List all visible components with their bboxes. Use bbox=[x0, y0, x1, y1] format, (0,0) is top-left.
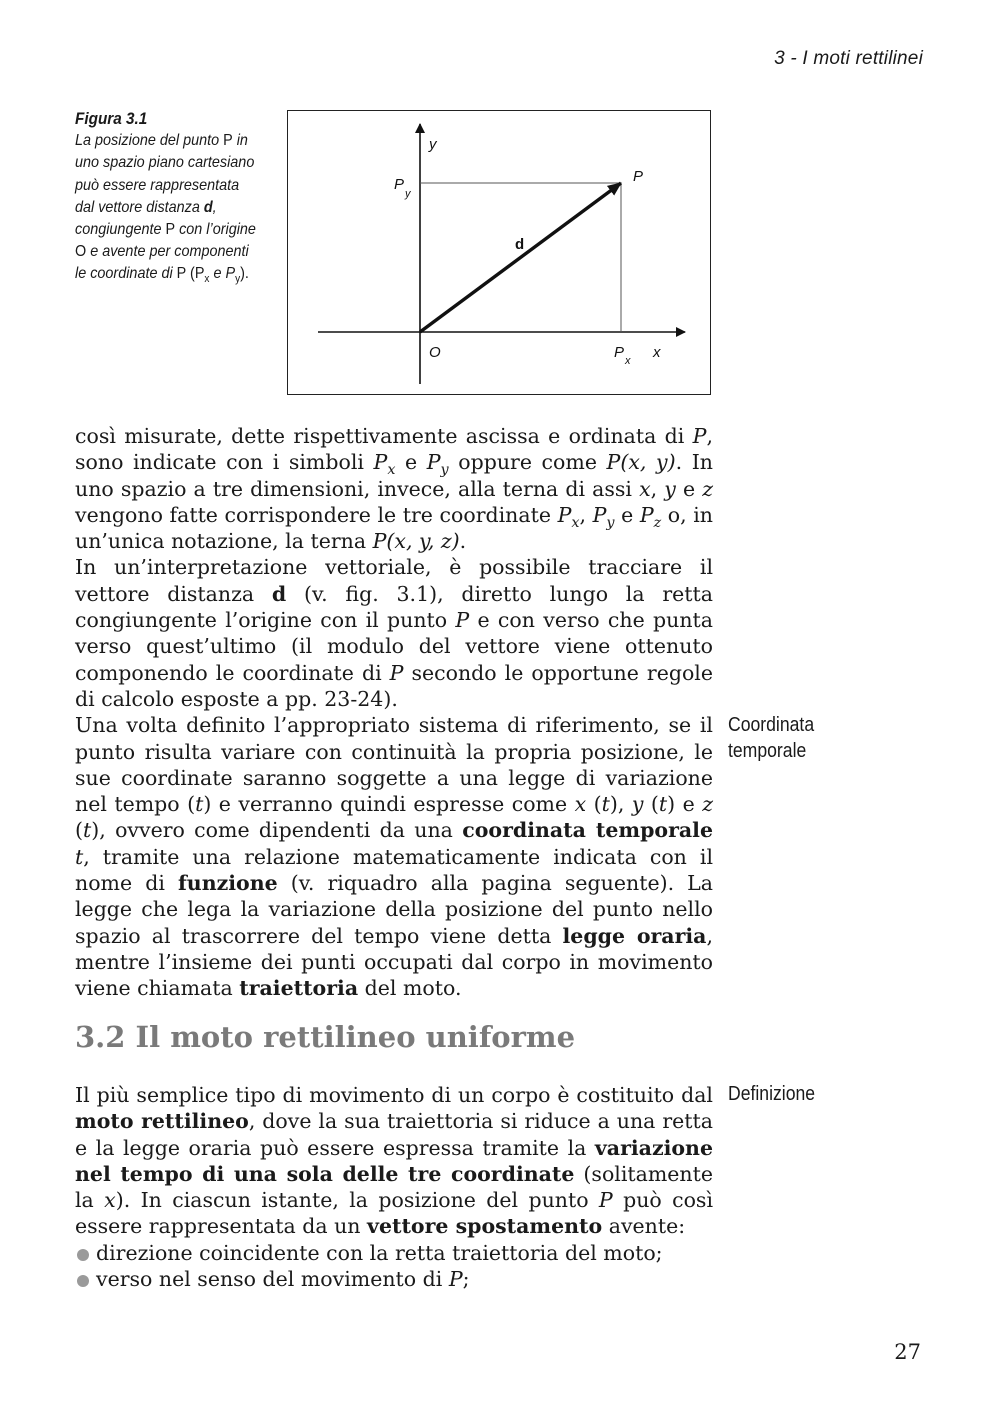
text-run: e bbox=[614, 502, 640, 527]
text-run: t bbox=[658, 792, 668, 817]
text-run: coordinata temporale bbox=[462, 818, 713, 843]
text-run: direzione coincidente con la retta traiettoria del moto; bbox=[96, 1240, 663, 1265]
text-run: , sono indicate con i simboli bbox=[75, 424, 713, 475]
text-run: ) e verranno quindi espresse come bbox=[203, 792, 575, 817]
text-run: oppure come bbox=[448, 450, 607, 475]
text-run: legge oraria bbox=[562, 923, 707, 948]
text-run: (v. riquadro alla pagina seguente). La legge che lega la variazione della posizione del punto nello spazio al trascorrere del tempo viene detta bbox=[75, 871, 714, 948]
text-run: P bbox=[426, 450, 441, 475]
text-run: , bbox=[650, 476, 665, 501]
text-run: t bbox=[195, 792, 204, 817]
figure-3-1 bbox=[287, 110, 711, 395]
text-run: . bbox=[459, 529, 467, 554]
text-run: P(x, y, z) bbox=[372, 529, 460, 554]
text-run: t bbox=[83, 818, 92, 843]
paragraph-definition bbox=[75, 1082, 713, 1240]
y-axis-label: y bbox=[429, 136, 437, 153]
py-label: P bbox=[394, 176, 405, 193]
text-run: y bbox=[440, 462, 449, 479]
bullet-list bbox=[75, 1240, 713, 1293]
text-run: o, in un’unica notazione, la terna bbox=[75, 502, 713, 554]
origin-label: O bbox=[429, 344, 441, 361]
vector-d-label: d bbox=[515, 236, 525, 253]
text-run: avente: bbox=[602, 1214, 686, 1239]
margin-note-line: Coordinata bbox=[728, 714, 815, 736]
page-number: 27 bbox=[894, 1340, 921, 1364]
text-run: y bbox=[631, 792, 644, 817]
text-run: x bbox=[571, 514, 580, 531]
text-run: così misurate, dette rispettivamente ascissa e ordinata di bbox=[75, 424, 693, 448]
text-run: P bbox=[455, 608, 470, 633]
text-run: ( bbox=[643, 792, 659, 817]
text-run: variazione nel tempo di una sola delle tre coordinate bbox=[75, 1135, 713, 1186]
text-run: P bbox=[389, 660, 404, 685]
text-run: ( bbox=[75, 818, 83, 843]
bullet-dot-icon bbox=[77, 1275, 89, 1287]
text-run: ). In ciascun istante, la posizione del punto bbox=[115, 1188, 599, 1213]
text-run: , tramite una relazione matematicamente indicata con il nome di bbox=[75, 844, 713, 896]
py-label-sub: y bbox=[405, 188, 411, 200]
caption-text: P bbox=[165, 221, 176, 239]
caption-text: (P bbox=[186, 265, 205, 283]
text-run: verso nel senso del movimento di bbox=[96, 1267, 449, 1292]
body-text-lower bbox=[75, 1082, 713, 1292]
text-run: , bbox=[579, 502, 593, 527]
point-p-label: P bbox=[633, 168, 644, 185]
text-run: x bbox=[639, 476, 651, 501]
text-run: x bbox=[104, 1188, 116, 1213]
text-run: y bbox=[664, 476, 676, 501]
text-run: (v. fig. 3.1), diretto lungo la retta congiungente l’origine con il punto bbox=[75, 581, 713, 633]
text-run: e bbox=[675, 476, 703, 501]
text-run: traiettoria bbox=[239, 976, 359, 1001]
margin-note-definizione: Definizione bbox=[728, 1083, 816, 1105]
text-run: moto rettilineo bbox=[75, 1109, 249, 1134]
text-run: x bbox=[574, 792, 587, 817]
section-heading: 3.2 Il moto rettilineo uniforme bbox=[75, 1020, 576, 1054]
text-run: t bbox=[601, 792, 610, 817]
text-run: P bbox=[448, 1267, 463, 1292]
text-run: z bbox=[702, 792, 714, 817]
text-run: (solitamente la bbox=[75, 1161, 713, 1213]
text-run: secondo le opportune regole di calcolo esposte a pp. 23-24). bbox=[75, 660, 713, 711]
text-run: ; bbox=[462, 1267, 470, 1292]
text-run: funzione bbox=[177, 871, 278, 896]
text-run: . In uno spazio a tre dimensioni, invece, alla terna di assi bbox=[75, 450, 713, 501]
paragraph-coordinates bbox=[75, 423, 713, 554]
text-run: e bbox=[395, 450, 427, 475]
text-run: y bbox=[606, 514, 615, 531]
px-label-sub: x bbox=[625, 355, 631, 367]
text-run: P bbox=[598, 1188, 613, 1213]
text-run: ) e bbox=[667, 792, 703, 817]
cartesian-diagram bbox=[288, 111, 712, 396]
figure-caption bbox=[75, 108, 260, 286]
text-run: , dove la sua traiettoria si riduce a una retta e la legge oraria può essere espressa tramite la bbox=[75, 1109, 713, 1160]
margin-note-coordinata-temporale bbox=[728, 712, 814, 764]
caption-text: P bbox=[176, 265, 187, 283]
text-run: ), ovvero come dipendenti da una bbox=[91, 818, 463, 843]
text-run: P bbox=[692, 424, 707, 448]
px-label: P bbox=[614, 344, 625, 361]
caption-text: La posizione del punto bbox=[75, 132, 224, 150]
caption-text: e avente per componenti le coordinate di bbox=[75, 243, 249, 283]
text-run: P bbox=[592, 502, 607, 527]
text-run: P(x, y) bbox=[606, 450, 676, 475]
text-run: d bbox=[271, 581, 287, 606]
text-run: Una volta definito l’appropriato sistema di riferimento, se il punto risulta variare con continuità la propria posizione, le sue coordinate saranno soggette a una legge di variazione nel tempo ( bbox=[75, 713, 713, 817]
text-run: vettore spostamento bbox=[367, 1214, 603, 1239]
text-run: P bbox=[373, 450, 388, 475]
list-item bbox=[75, 1266, 713, 1292]
text-run: ), bbox=[609, 792, 632, 817]
text-run: x bbox=[387, 462, 396, 479]
paragraph-time-coordinate bbox=[75, 712, 713, 1001]
vector-d bbox=[420, 183, 621, 332]
caption-text: O bbox=[75, 243, 87, 261]
bullet-dot-icon bbox=[77, 1249, 89, 1261]
text-run: ( bbox=[586, 792, 602, 817]
running-header: 3 - I moti rettilinei bbox=[774, 48, 923, 69]
text-run: P bbox=[557, 502, 572, 527]
caption-text: in uno spazio piano cartesiano può essere rappresentata dal vettore distanza bbox=[75, 132, 255, 216]
text-run: z bbox=[653, 514, 662, 531]
list-item bbox=[75, 1240, 713, 1266]
x-axis-label: x bbox=[653, 344, 661, 361]
paragraph-vector bbox=[75, 554, 713, 712]
caption-text: ). bbox=[240, 265, 249, 283]
text-run: z bbox=[702, 476, 713, 501]
caption-text: x bbox=[204, 273, 210, 286]
text-run: e con verso che punta verso quest’ultimo (il modulo del vettore viene ottenuto componendo le coordinate di bbox=[75, 608, 713, 685]
caption-text: P bbox=[223, 132, 233, 150]
text-run: In un’interpretazione vettoriale, è possibile tracciare il vettore distanza bbox=[75, 555, 713, 606]
text-run: t bbox=[75, 844, 84, 869]
caption-text: d bbox=[203, 198, 213, 216]
caption-text: con l’origine bbox=[175, 221, 256, 239]
text-run: può così essere rappresentata da un bbox=[75, 1188, 713, 1239]
text-run: P bbox=[639, 502, 654, 527]
text-run: , mentre l’insieme dei punti occupati dal corpo in movimento viene chiamata bbox=[75, 923, 713, 1001]
caption-text: e P bbox=[209, 265, 236, 283]
text-run: vengono fatte corrispondere le tre coordinate bbox=[75, 502, 558, 527]
figure-caption-title: Figura 3.1 bbox=[75, 109, 148, 128]
caption-text: , congiungente bbox=[75, 198, 217, 239]
body-text-upper bbox=[75, 423, 713, 1002]
text-run: del moto. bbox=[358, 976, 462, 1001]
margin-note-line: temporale bbox=[728, 740, 807, 762]
caption-text: y bbox=[235, 273, 241, 286]
text-run: Il più semplice tipo di movimento di un corpo è costituito dal bbox=[75, 1083, 713, 1107]
